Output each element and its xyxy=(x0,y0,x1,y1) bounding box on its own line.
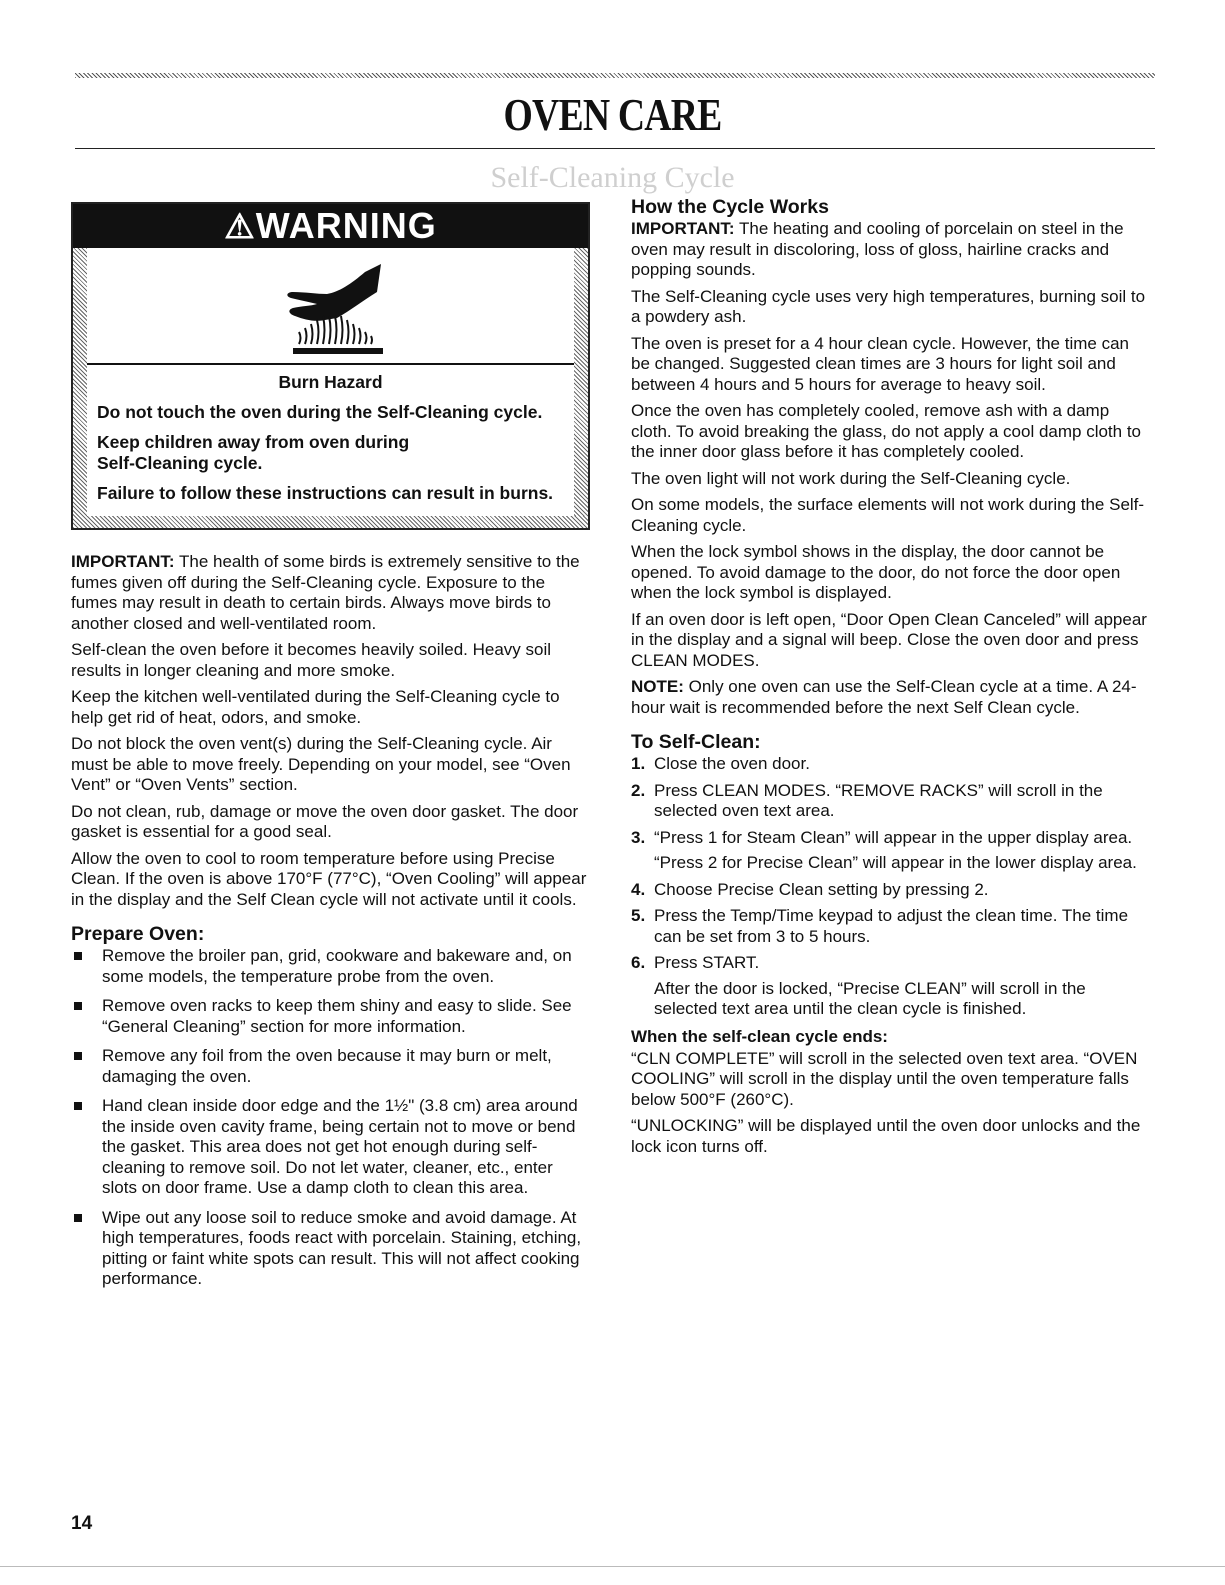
paragraph: The oven light will not work during the Self-Cleaning cycle. xyxy=(631,468,1071,488)
warning-hatch-left xyxy=(73,248,87,528)
warning-hatch-bottom xyxy=(73,516,588,528)
warning-line-1: Do not touch the oven during the Self-Cleaning cycle. xyxy=(97,402,543,422)
page-number: 14 xyxy=(71,1513,93,1534)
step-item xyxy=(631,953,1151,1020)
step-number: 6. xyxy=(631,953,646,972)
paragraph: If an oven door is left open, “Door Open Clean Canceled” will appear in the display and a signal will beep. Close the oven door and press CLEAN MODES. xyxy=(631,609,1147,670)
left-important-paragraph xyxy=(71,552,591,634)
step-item xyxy=(631,754,1151,775)
warning-line-2: Keep children away from oven during Self-Cleaning cycle. xyxy=(97,432,410,473)
hot-surface-hand-icon xyxy=(281,262,391,357)
left-column xyxy=(71,552,591,1299)
step-number: 5. xyxy=(631,906,646,925)
list-item xyxy=(71,1096,591,1199)
important-text: The heating and cooling of porcelain on steel in the oven may result in discoloring, loss of gloss, hairline cracks and popping sounds. xyxy=(631,219,1124,279)
step-number: 1. xyxy=(631,754,646,773)
warning-title xyxy=(73,206,588,247)
bullet-square-icon xyxy=(74,1002,82,1010)
list-item xyxy=(71,996,591,1037)
how-cycle-works-heading: How the Cycle Works xyxy=(631,196,829,218)
step-item xyxy=(631,880,1151,901)
warning-hazard: Burn Hazard xyxy=(278,372,383,392)
paragraph: “UNLOCKING” will be displayed until the oven door unlocks and the lock icon turns off. xyxy=(631,1116,1141,1156)
bullet-square-icon xyxy=(74,1214,82,1222)
bullet-square-icon xyxy=(74,952,82,960)
to-self-clean-heading: To Self-Clean: xyxy=(631,731,761,753)
list-item-text: Remove the broiler pan, grid, cookware and bakeware and, on some models, the temperature probe from the oven. xyxy=(102,946,572,986)
step-text: “Press 1 for Steam Clean” will appear in the upper display area. xyxy=(654,827,1133,847)
section-title: Self-Cleaning Cycle xyxy=(490,161,735,194)
paragraph: Allow the oven to cool to room temperature before using Precise Clean. If the oven is above 170°F (77°C), “Oven Cooling” will appear in the display and the Self Clean cycle will not activate until it cools. xyxy=(71,848,587,909)
step-text: Press the Temp/Time keypad to adjust the clean time. The time can be set from 3 to 5 hours. xyxy=(654,906,1129,946)
note-paragraph xyxy=(631,677,1151,718)
right-column xyxy=(631,195,1151,1163)
step-number: 2. xyxy=(631,780,646,800)
step-text: Press CLEAN MODES. “REMOVE RACKS” will scroll in the selected oven text area. xyxy=(654,780,1103,820)
bullet-square-icon xyxy=(74,1052,82,1060)
paragraph: Keep the kitchen well-ventilated during the Self-Cleaning cycle to help get rid of heat, odors, and smoke. xyxy=(71,687,560,727)
paragraph: Once the oven has completely cooled, remove ash with a damp cloth. To avoid breaking the glass, do not apply a cool damp cloth to the inner door glass before it has completely cooled. xyxy=(631,401,1142,461)
prepare-oven-heading: Prepare Oven: xyxy=(71,923,205,945)
paragraph: When the lock symbol shows in the display, the door cannot be opened. To avoid damage to the door, do not force the door open when the lock symbol is displayed. xyxy=(631,542,1121,602)
self-clean-steps xyxy=(631,754,1151,1020)
step-item xyxy=(631,781,1151,822)
bottom-rule xyxy=(0,1566,1225,1567)
warning-triangle-icon: ⚠ xyxy=(224,208,256,246)
warning-divider xyxy=(87,363,574,365)
warning-box xyxy=(71,202,590,530)
list-item-text: Remove any foil from the oven because it may burn or melt, damaging the oven. xyxy=(102,1046,552,1086)
note-label: NOTE: xyxy=(631,677,684,696)
step-item xyxy=(631,906,1151,947)
note-text: Only one oven can use the Self-Clean cycle at a time. A 24-hour wait is recommended before the next Self Clean cycle. xyxy=(631,677,1137,717)
prepare-oven-list xyxy=(71,946,591,1290)
paragraph: On some models, the surface elements will not work during the Self-Cleaning cycle. xyxy=(631,495,1145,535)
step-subtext: After the door is locked, “Precise CLEAN” will scroll in the selected text area until the clean cycle is finished. xyxy=(654,978,1086,1018)
important-text: The health of some birds is extremely sensitive to the fumes given off during the Self-Cleaning cycle. Exposure to the fumes may result in death to certain birds. Always move birds to another closed and well-ventilated room. xyxy=(71,552,580,633)
paragraph: The oven is preset for a 4 hour clean cycle. However, the time can be changed. Suggested clean times are 3 hours for light soil and between 4 hours and 5 hours for average to heavy soil. xyxy=(631,333,1129,394)
bullet-square-icon xyxy=(74,1102,82,1110)
step-number: 3. xyxy=(631,827,646,847)
step-text: Press START. xyxy=(654,953,760,972)
list-item xyxy=(71,946,591,987)
page-title: OVEN CARE xyxy=(503,89,722,140)
important-label: IMPORTANT: xyxy=(71,552,175,571)
step-subtext: “Press 2 for Precise Clean” will appear in the lower display area. xyxy=(654,853,1137,872)
list-item-text: Wipe out any loose soil to reduce smoke and avoid damage. At high temperatures, foods react with porcelain. Staining, etching, pitting or faint white spots can result. This will not affect cooking performance. xyxy=(102,1207,582,1288)
cycle-ends-heading: When the self-clean cycle ends: xyxy=(631,1026,888,1046)
step-text: Choose Precise Clean setting by pressing 2. xyxy=(654,879,989,899)
right-important-paragraph xyxy=(631,219,1151,281)
warning-line-3: Failure to follow these instructions can result in burns. xyxy=(97,483,554,503)
warning-title-text: WARNING xyxy=(255,205,437,246)
paragraph: “CLN COMPLETE” will scroll in the selected oven text area. “OVEN COOLING” will scroll in the display until the oven temperature falls below 500°F (260°C). xyxy=(631,1048,1138,1109)
paragraph: Do not block the oven vent(s) during the Self-Cleaning cycle. Air must be able to move freely. Depending on your model, see “Oven Vent” or “Oven Vents” section. xyxy=(71,734,571,794)
step-text: Close the oven door. xyxy=(654,754,810,773)
warning-header xyxy=(73,204,588,248)
step-number: 4. xyxy=(631,879,646,899)
list-item xyxy=(71,1046,591,1087)
warning-text xyxy=(97,372,564,513)
paragraph: Do not clean, rub, damage or move the oven door gasket. The door gasket is essential for a good seal. xyxy=(71,801,579,841)
top-decorative-rule xyxy=(75,73,1155,78)
warning-hatch-right xyxy=(574,248,588,528)
list-item-text: Hand clean inside door edge and the 1½" (3.8 cm) area around the inside oven cavity frame, being certain not to move or bend the gasket. This area does not get hot enough during self-cleaning to remove soil. Do not let water, cleaner, etc., enter slots on door frame. Use a damp cloth to clean this area. xyxy=(102,1096,578,1197)
step-item xyxy=(631,828,1151,874)
important-label: IMPORTANT: xyxy=(631,219,735,238)
list-item-text: Remove oven racks to keep them shiny and easy to slide. See “General Cleaning” section for more information. xyxy=(102,996,572,1036)
paragraph: The Self-Cleaning cycle uses very high temperatures, burning soil to a powdery ash. xyxy=(631,286,1146,326)
paragraph: Self-clean the oven before it becomes heavily soiled. Heavy soil results in longer cleaning and more smoke. xyxy=(71,640,552,680)
title-divider xyxy=(75,148,1155,149)
list-item xyxy=(71,1208,591,1290)
